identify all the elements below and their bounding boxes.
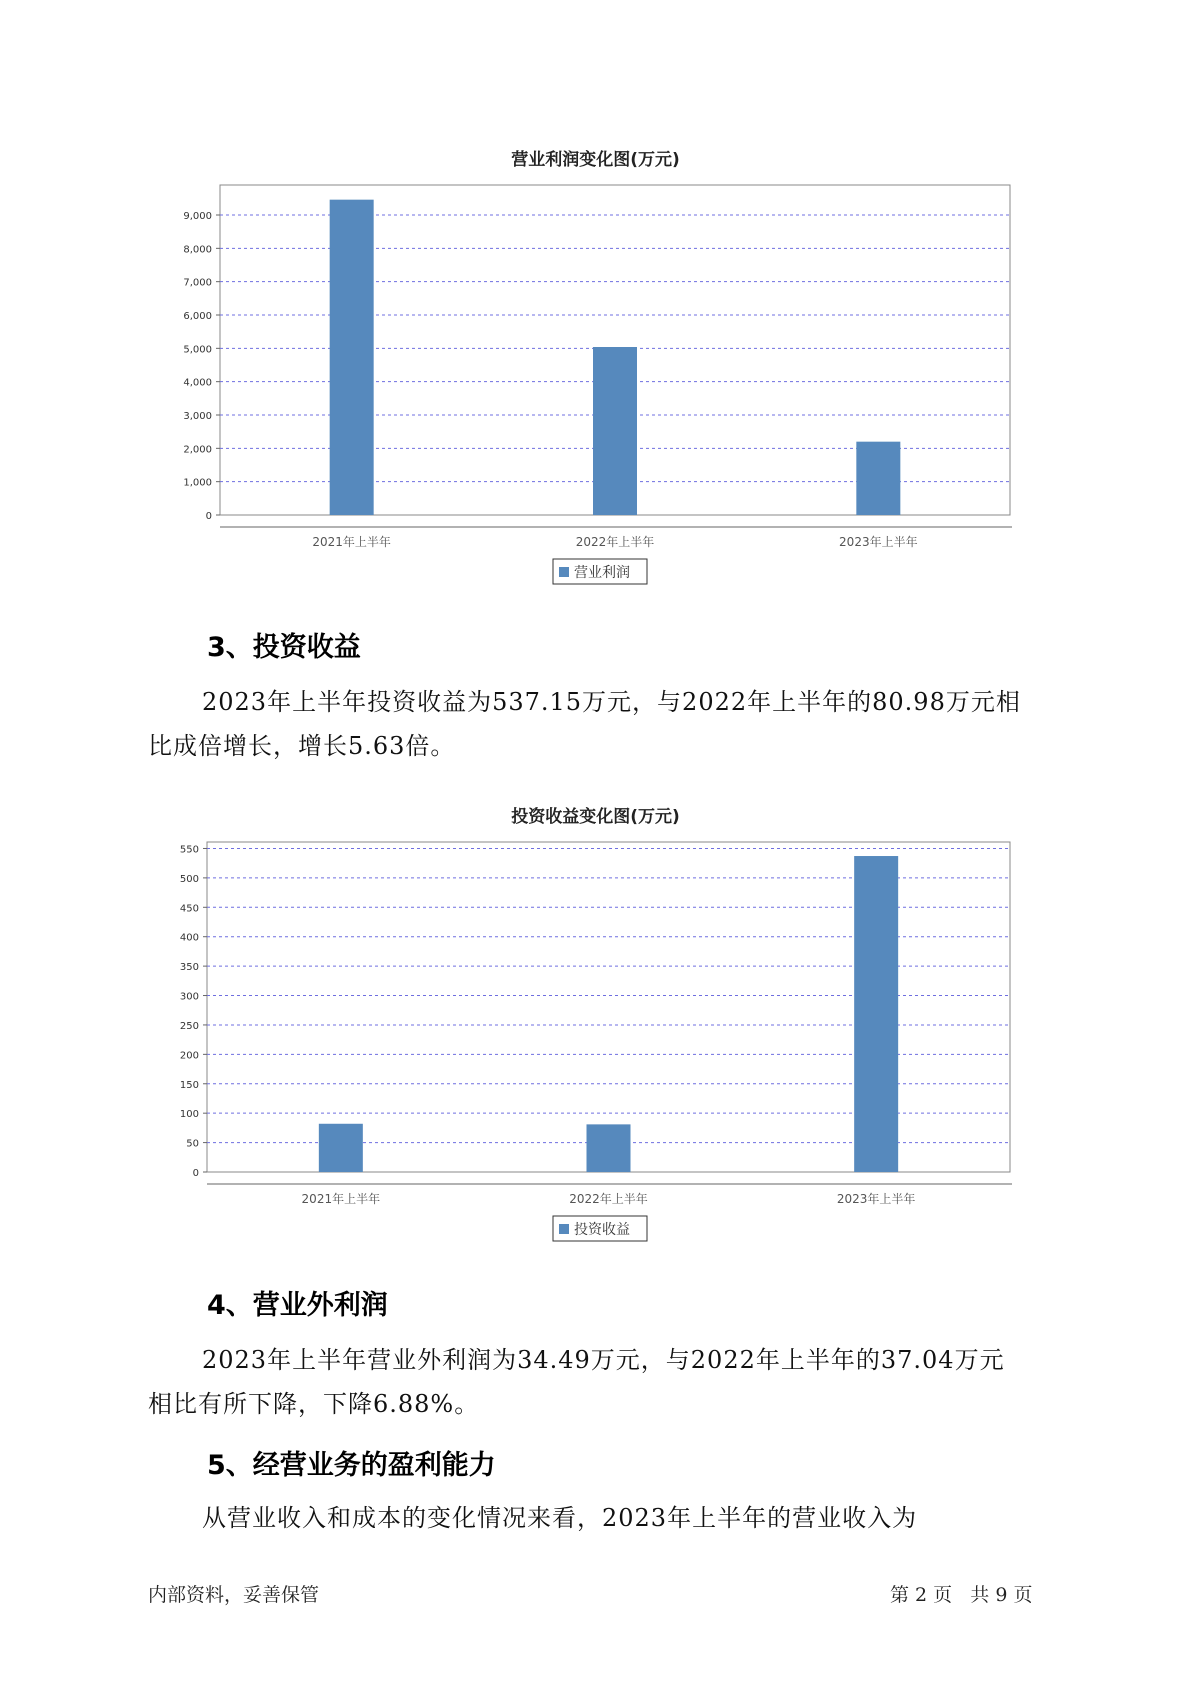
section-3-paragraph [148, 680, 1048, 768]
section-5-line1: 从营业收入和成本的变化情况来看，2023年上半年的营业收入为 [202, 1504, 918, 1532]
y-tick-label: 5,000 [183, 344, 212, 356]
section-4-line2: 相比有所下降，下降6.88%。 [148, 1390, 480, 1418]
section-3-line1: 2023年上半年投资收益为537.15万元，与2022年上半年的80.98万元相 [202, 688, 1021, 716]
footer-left: 内部资料，妥善保管 [148, 1584, 320, 1606]
section-4-heading: 4、营业外利润 [207, 1290, 388, 1321]
y-tick-label: 8,000 [183, 244, 212, 256]
legend-swatch [559, 567, 569, 577]
y-tick-label: 400 [179, 932, 199, 944]
x-tick-label: 2022年上半年 [575, 535, 655, 549]
y-tick-label: 0 [192, 1168, 199, 1179]
section-4-line1: 2023年上半年营业外利润为34.49万元，与2022年上半年的37.04万元 [202, 1346, 1005, 1374]
y-tick-label: 250 [179, 1020, 199, 1032]
y-tick-label: 300 [179, 991, 199, 1003]
y-tick-label: 50 [186, 1138, 199, 1150]
y-tick-label: 500 [179, 873, 199, 885]
operating-profit-chart [0, 175, 1191, 595]
section-4-paragraph [148, 1338, 1048, 1426]
x-tick-label: 2021年上半年 [301, 1192, 381, 1206]
x-tick-label: 2023年上半年 [839, 535, 918, 549]
section-3-heading: 3、投资收益 [207, 632, 361, 663]
bar [593, 347, 637, 515]
bar [319, 1124, 363, 1172]
bar [854, 856, 898, 1172]
section-3-line2: 比成倍增长，增长5.63倍。 [148, 732, 456, 760]
x-tick-label: 2022年上半年 [569, 1192, 648, 1206]
x-tick-label: 2021年上半年 [312, 535, 391, 549]
chart1-title: 营业利润变化图(万元) [511, 150, 680, 170]
bar [587, 1124, 631, 1172]
y-tick-label: 4,000 [183, 377, 212, 389]
section-5-paragraph [148, 1496, 1048, 1540]
legend-label: 投资收益 [574, 1222, 630, 1238]
y-tick-label: 6,000 [183, 311, 212, 322]
y-tick-label: 350 [179, 962, 199, 974]
y-tick-label: 200 [179, 1050, 199, 1062]
y-tick-label: 2,000 [183, 444, 212, 456]
investment-income-chart [0, 832, 1191, 1252]
y-tick-label: 0 [205, 511, 212, 522]
y-tick-label: 1,000 [183, 477, 212, 489]
section-5-heading: 5、经营业务的盈利能力 [207, 1450, 496, 1481]
x-tick-label: 2023年上半年 [836, 1192, 916, 1206]
y-tick-label: 150 [179, 1079, 199, 1091]
y-tick-label: 9,000 [183, 211, 212, 222]
bar [856, 442, 900, 515]
y-tick-label: 7,000 [183, 277, 212, 289]
chart2-title: 投资收益变化图(万元) [511, 807, 680, 827]
legend-label: 营业利润 [574, 565, 630, 581]
y-tick-label: 550 [179, 844, 199, 856]
y-tick-label: 100 [179, 1109, 199, 1121]
bar [330, 200, 374, 515]
legend-swatch [559, 1224, 569, 1234]
page-number: 第 2 页 共 9 页 [890, 1584, 1033, 1606]
y-tick-label: 450 [179, 903, 199, 915]
y-tick-label: 3,000 [183, 411, 212, 422]
